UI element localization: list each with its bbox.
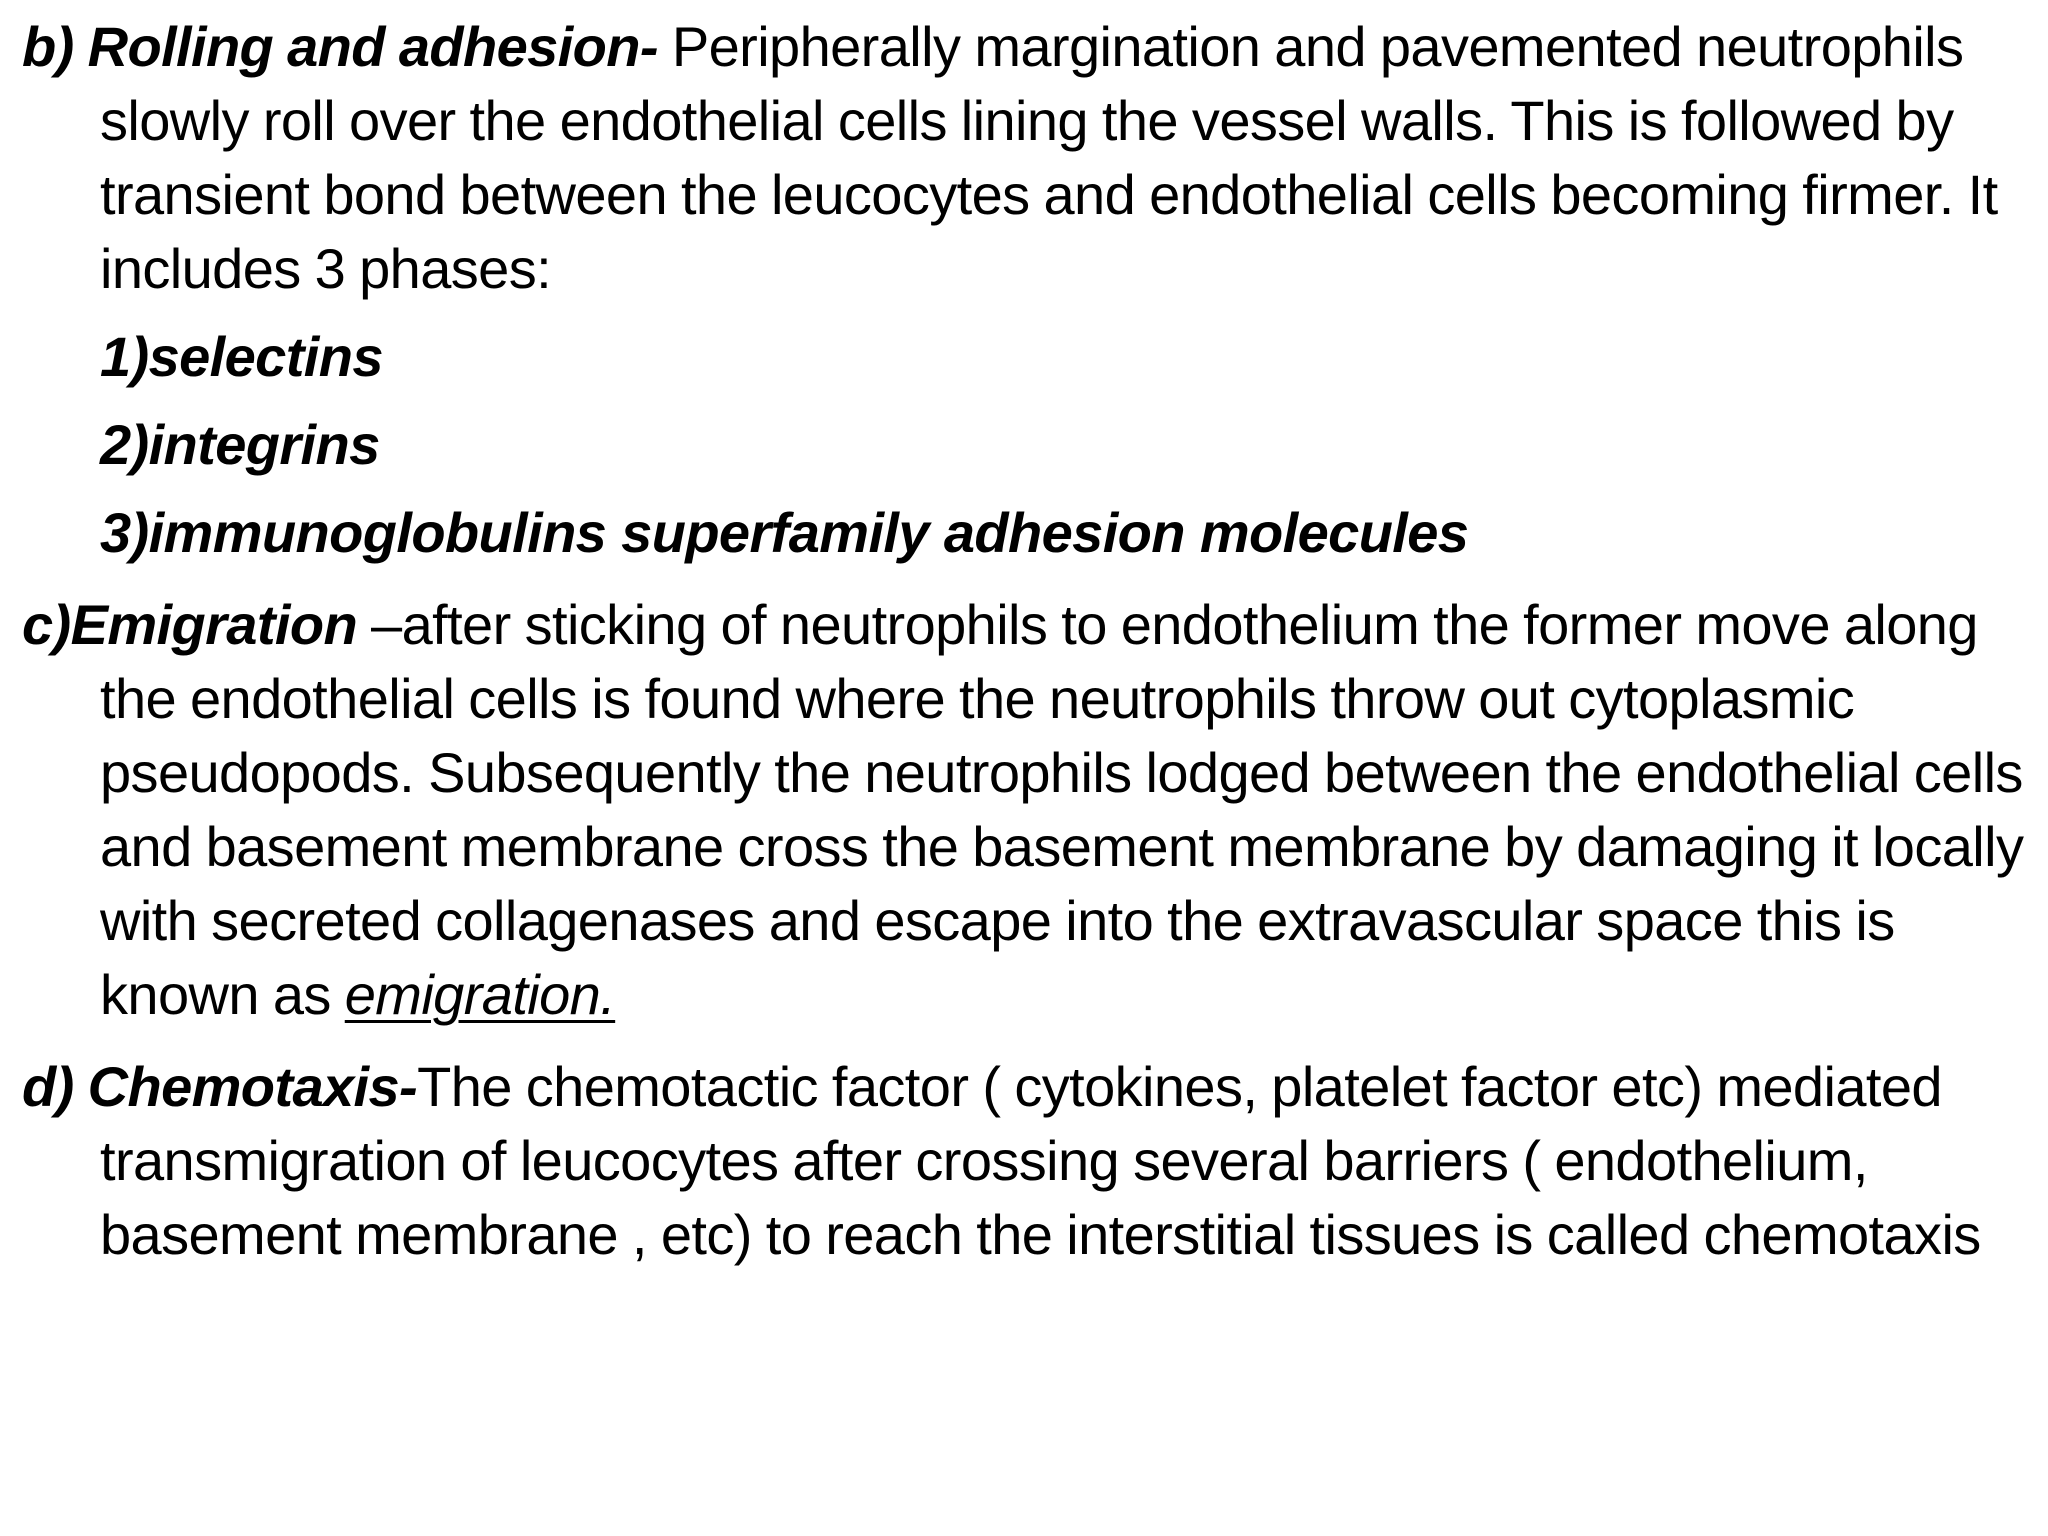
slide-content <box>22 10 2032 1272</box>
phase-integrins: 2)integrins <box>100 413 380 476</box>
phase-immunoglobulins: 3)immunoglobulins superfamily adhesion molecules <box>100 501 1469 564</box>
heading-chemotaxis: d) Chemotaxis- <box>22 1055 418 1118</box>
term-emigration: emigration. <box>344 963 616 1026</box>
heading-emigration: c)Emigration <box>22 593 358 656</box>
item-chemotaxis <box>22 1050 2032 1272</box>
heading-rolling-adhesion: b) Rolling and adhesion- <box>22 15 658 78</box>
text-rolling-adhesion: Peripherally margination and pavemented neutrophils slowly roll over the endothelial cells lining the vessel walls. This is followed by transient bond between the leucocytes and endothelial cells becoming firmer. It includes 3 phases: <box>100 15 1998 300</box>
item-emigration <box>22 588 2032 1032</box>
item-rolling-adhesion <box>22 10 2032 306</box>
text-emigration: –after sticking of neutrophils to endothelium the former move along the endothelial cells is found where the neutrophils throw out cytoplasmic pseudopods. Subsequently the neutrophils lodged between the endothelial cells and basement membrane cross the basement membrane by damaging it locally with secreted collagenases and escape into the extravascular space this is known as <box>100 593 2024 1026</box>
phase-selectins: 1)selectins <box>100 325 383 388</box>
text-chemotaxis: The chemotactic factor ( cytokines, platelet factor etc) mediated transmigration of leucocytes after crossing several barriers ( endothelium, basement membrane , etc) to reach the interstitial tissues is called chemotaxis <box>100 1055 1981 1266</box>
